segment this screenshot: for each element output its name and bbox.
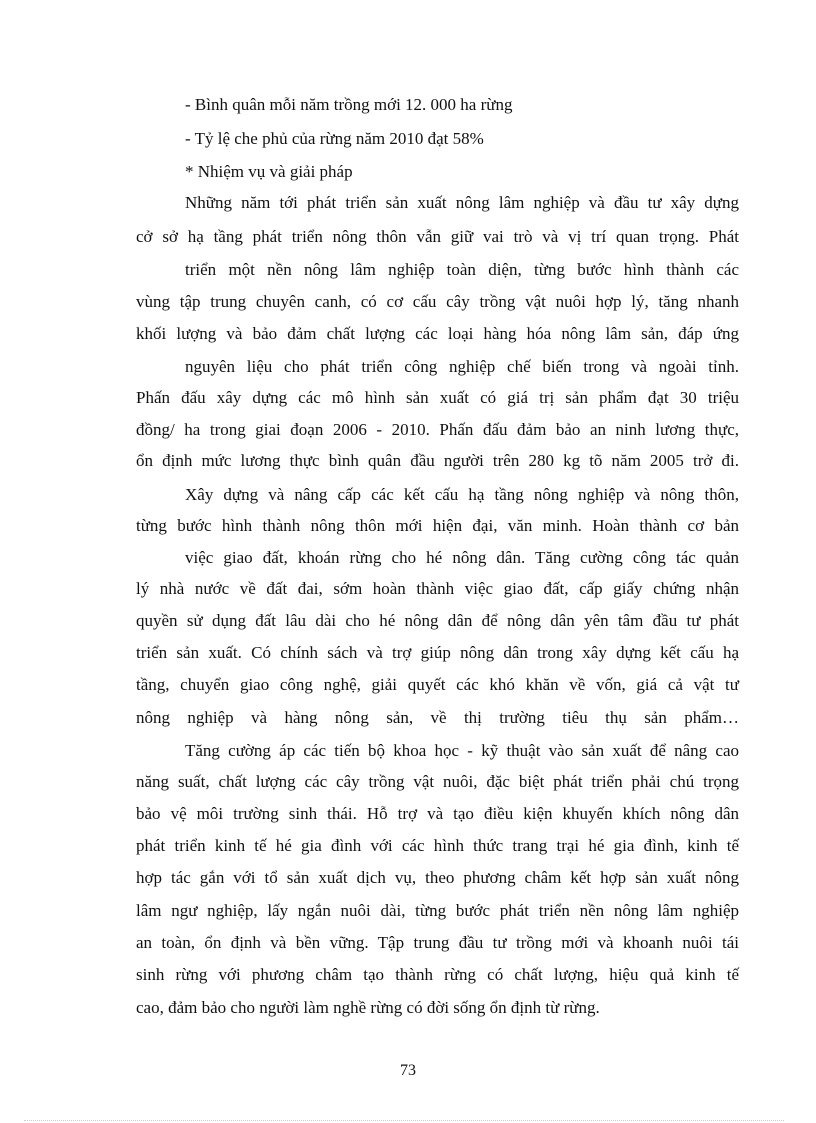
text-line: triển sản xuất. Có chính sách và trợ giúp nông dân trong xây dựng kết cấu hạ <box>136 643 739 662</box>
text-line: cở sở hạ tầng phát triển nông thôn vẫn giữ vai trò và vị trí quan trọng. Phát <box>136 227 739 246</box>
text-line: việc giao đất, khoán rừng cho hé nông dân. Tăng cường công tác quản <box>185 548 739 567</box>
text-line: Những năm tới phát triển sản xuất nông lâm nghiệp và đầu tư xây dựng <box>185 193 739 212</box>
text-line: lâm ngư nghiệp, lấy ngắn nuôi dài, từng bước phát triển nền nông lâm nghiệp <box>136 901 739 920</box>
text-line: phát triển kinh tế hé gia đình với các hình thức trang trại hé gia đình, kinh tế <box>136 836 739 855</box>
text-line: triển một nền nông lâm nghiệp toàn diện, từng bước hình thành các <box>185 260 739 279</box>
text-line: quyền sử dụng đất lâu dài cho hé nông dân để nông dân yên tâm đầu tư phát <box>136 611 739 630</box>
text-line: khối lượng và bảo đảm chất lượng các loại hàng hóa nông lâm sản, đáp ứng <box>136 324 739 343</box>
text-line: nguyên liệu cho phát triển công nghiệp chế biến trong và ngoài tỉnh. <box>185 357 739 376</box>
text-line: Phấn đấu xây dựng các mô hình sản xuất có giá trị sản phẩm đạt 30 triệu <box>136 388 739 407</box>
text-line: Tăng cường áp các tiến bộ khoa học - kỹ thuật vào sản xuất để nâng cao <box>185 741 739 760</box>
text-line: hợp tác gắn với tổ sản xuất dịch vụ, theo phương châm kết hợp sản xuất nông <box>136 868 739 887</box>
text-line: - Bình quân mỗi năm trồng mới 12. 000 ha rừng <box>185 95 513 114</box>
text-line: nông nghiệp và hàng nông sản, về thị trường tiêu thụ sản phẩm… <box>136 708 739 727</box>
text-line: - Tỷ lệ che phủ của rừng năm 2010 đạt 58% <box>185 129 484 148</box>
text-line: bảo vệ môi trường sinh thái. Hỗ trợ và tạo điều kiện khuyến khích nông dân <box>136 804 739 823</box>
text-line: cao, đảm bảo cho người làm nghề rừng có đời sống ổn định từ rừng. <box>136 998 600 1017</box>
text-line: từng bước hình thành nông thôn mới hiện đại, văn minh. Hoàn thành cơ bản <box>136 516 739 535</box>
text-line: ổn định mức lương thực bình quân đầu người trên 280 kg tõ năm 2005 trở đi. <box>136 451 739 470</box>
text-line: Xây dựng và nâng cấp các kết cấu hạ tầng nông nghiệp và nông thôn, <box>185 485 739 504</box>
page-number: 73 <box>400 1062 416 1079</box>
text-line: đồng/ ha trong giai đoạn 2006 - 2010. Phấn đấu đảm bảo an ninh lương thực, <box>136 420 739 439</box>
text-line: năng suất, chất lượng các cây trồng vật nuôi, đặc biệt phát triển phải chú trọng <box>136 772 739 791</box>
text-line: tầng, chuyển giao công nghệ, giải quyết các khó khăn về vốn, giá cả vật tư <box>136 675 739 694</box>
text-line: lý nhà nước về đất đai, sớm hoàn thành việc giao đất, cấp giấy chứng nhận <box>136 579 739 598</box>
footer-divider <box>24 1120 784 1121</box>
text-line: sinh rừng với phương châm tạo thành rừng có chất lượng, hiệu quả kinh tế <box>136 965 739 984</box>
text-line: an toàn, ổn định và bền vững. Tập trung đầu tư trồng mới và khoanh nuôi tái <box>136 933 739 952</box>
text-line: vùng tập trung chuyên canh, có cơ cấu cây trồng vật nuôi hợp lý, tăng nhanh <box>136 292 739 311</box>
text-line: * Nhiệm vụ và giải pháp <box>185 162 353 181</box>
